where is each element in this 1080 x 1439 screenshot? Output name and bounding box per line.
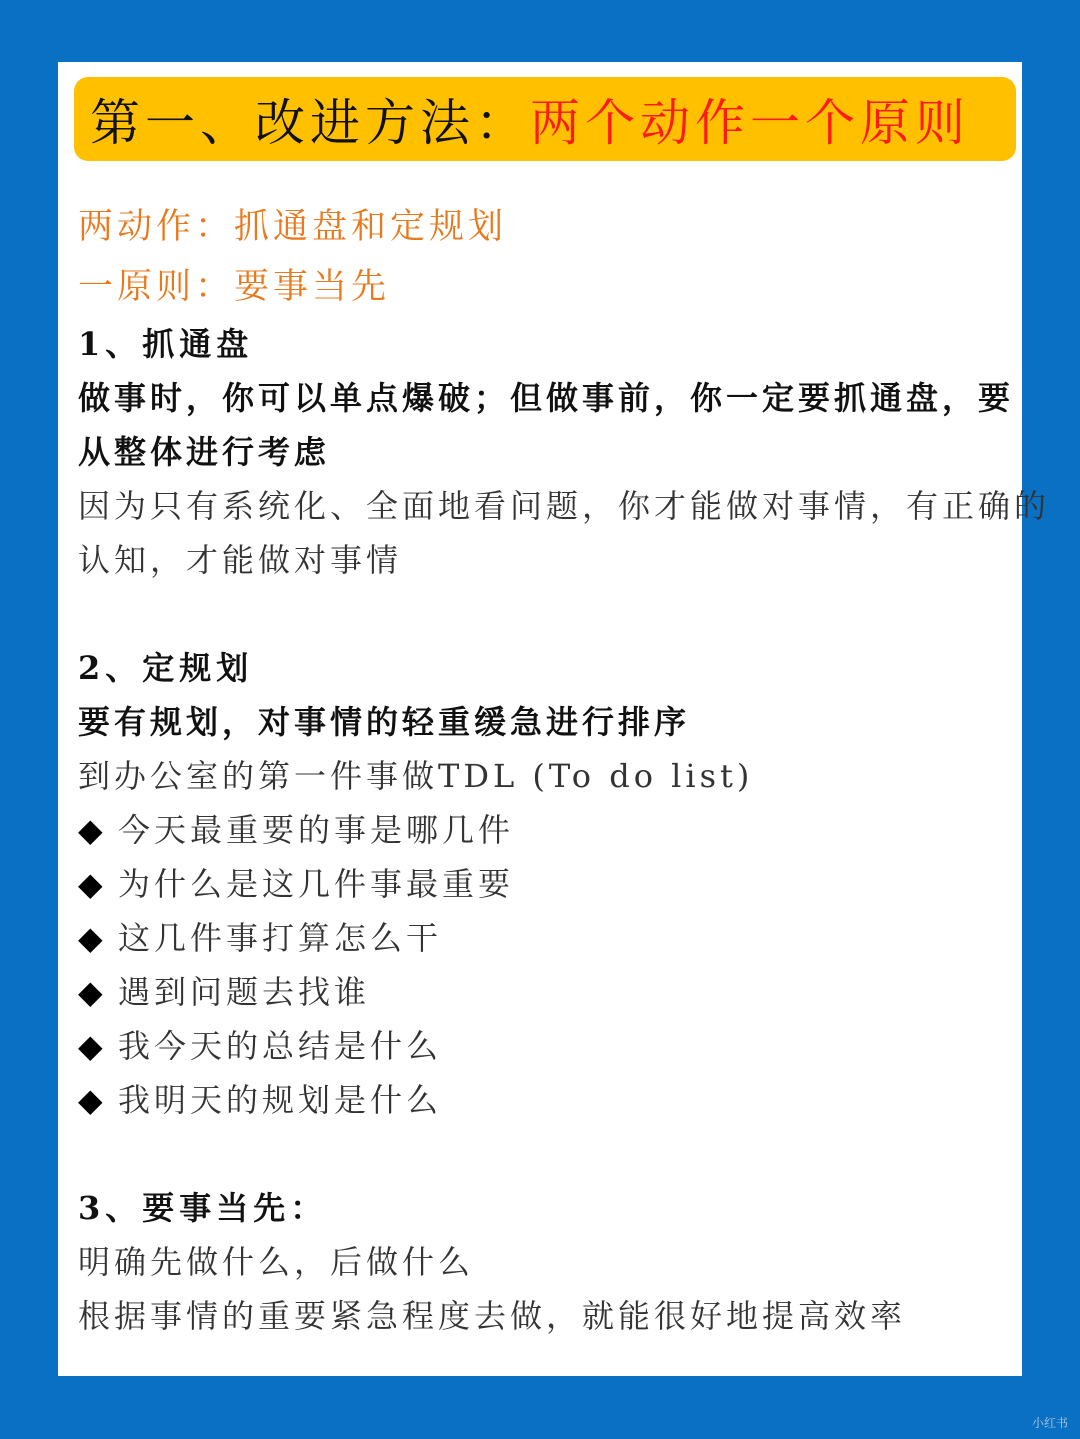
- bullet-item: [78, 811, 1018, 849]
- diamond-bullet-icon: ◆: [78, 919, 103, 957]
- watermark: 小红书: [1031, 1416, 1068, 1430]
- section2-heading: 2、定规划: [78, 649, 254, 687]
- summary-principle: 一原则：要事当先: [78, 267, 391, 307]
- section2-bold-line: 要有规划，对事情的轻重缓急进行排序: [78, 703, 691, 741]
- title-highlight: 两个动作一个原则: [530, 94, 970, 152]
- title-prefix: 第一、改进方法：: [90, 94, 530, 152]
- diamond-bullet-icon: ◆: [78, 973, 103, 1011]
- section1-bold-line1: 做事时，你可以单点爆破；但做事前，你一定要抓通盘，要: [78, 379, 1015, 417]
- diamond-bullet-icon: ◆: [78, 1081, 103, 1119]
- section3-heading: 3、要事当先：: [78, 1189, 328, 1227]
- section1-heading: 1、抓通盘: [78, 325, 254, 363]
- bullet-text: 我明天的规划是什么: [118, 1081, 443, 1119]
- bullet-item: [78, 1027, 1018, 1065]
- section1-text-line1: 因为只有系统化、全面地看问题，你才能做对事情，有正确的: [78, 487, 1051, 525]
- diamond-bullet-icon: ◆: [78, 865, 103, 903]
- bullet-text: 我今天的总结是什么: [118, 1027, 443, 1065]
- section1-bold-line2: 从整体进行考虑: [78, 433, 331, 471]
- content-card: [58, 62, 1051, 1376]
- section3-text-line2: 根据事情的重要紧急程度去做，就能很好地提高效率: [78, 1297, 907, 1335]
- diamond-bullet-icon: ◆: [78, 811, 103, 849]
- title-banner: [74, 77, 1016, 161]
- section2-text-line: 到办公室的第一件事做TDL (To do list): [78, 757, 754, 795]
- bullet-item: [78, 1081, 1018, 1119]
- section3-text-line1: 明确先做什么，后做什么: [78, 1243, 475, 1281]
- diamond-bullet-icon: ◆: [78, 1027, 103, 1065]
- section1-text-line2: 认知，才能做对事情: [78, 541, 403, 579]
- summary-actions: 两动作：抓通盘和定规划: [78, 207, 508, 247]
- bullet-item: [78, 865, 1018, 903]
- bullet-item: [78, 919, 1018, 957]
- bullet-text: 为什么是这几件事最重要: [118, 865, 515, 903]
- bullet-text: 遇到问题去找谁: [118, 973, 371, 1011]
- bullet-item: [78, 973, 1018, 1011]
- bullet-text: 这几件事打算怎么干: [118, 919, 443, 957]
- bullet-text: 今天最重要的事是哪几件: [118, 811, 515, 849]
